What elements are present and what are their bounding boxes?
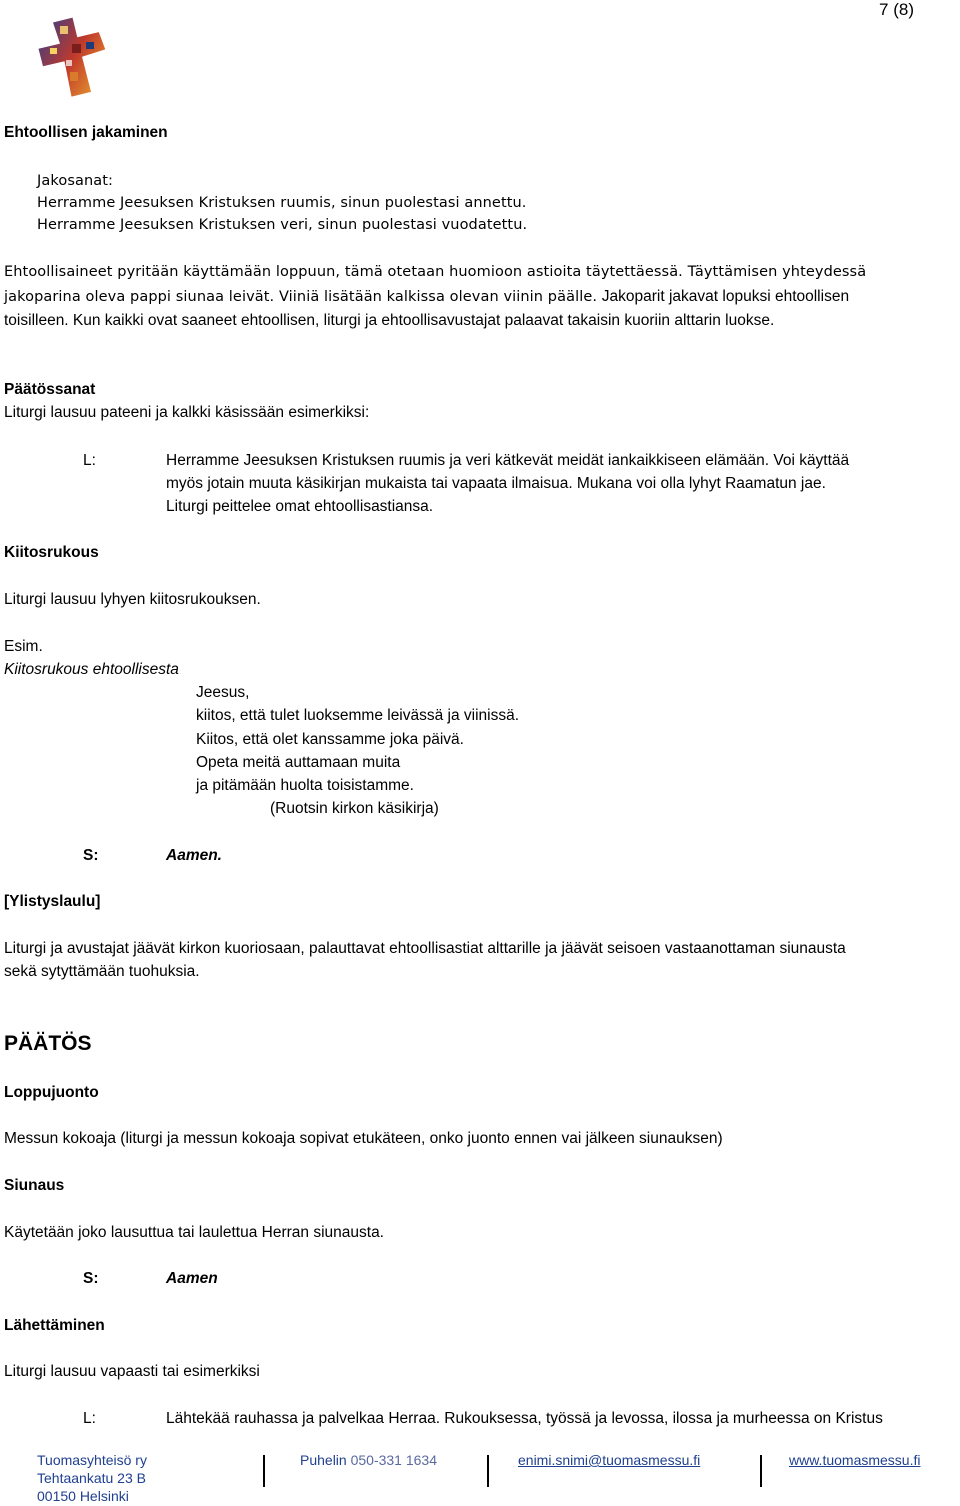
footer-website-link[interactable]: www.tuomasmessu.fi [789,1452,921,1468]
closing-section-title: PÄÄTÖS [4,1032,92,1055]
page-number: 7 (8) [879,0,914,19]
blessing-text: Käytetään joko lausuttua tai laulettua Herran siunausta. [4,1224,384,1241]
communion-heading: Ehtoollisen jakaminen [4,124,168,141]
notices-text: Messun kokoaja (liturgi ja messun kokoaja sopivat etukäteen, onko juonto ennen vai jälkeen siunauksen) [4,1130,723,1147]
response-amen: Aamen. [166,847,222,864]
communion-paragraph-line1: Ehtoollisaineet pyritään käyttämään loppuun, tämä otetaan huomioon astioita täytettäessä. Täyttämisen yhteydessä [4,264,867,280]
response-speaker: S: [83,847,99,864]
blessing-heading: Siunaus [4,1177,65,1194]
praise-song-line2: sekä sytyttämään tuohuksia. [4,963,200,980]
blessing-speaker: S: [83,1270,99,1287]
footer-divider [487,1455,489,1487]
footer-divider [760,1455,762,1487]
prayer-line: Opeta meitä auttamaan muita [196,754,401,771]
prayer-line: Jeesus, [196,684,250,701]
communion-paragraph-line2a: jakoparina oleva pappi siunaa leivät. Viiniä lisätään kalkissa olevan viinin päälle. [4,289,602,305]
example-label: Esim. [4,638,43,655]
sending-speaker: L: [83,1410,96,1427]
blessing-response: Aamen [166,1270,218,1287]
sending-text: Liturgi lausuu vapaasti tai esimerkiksi [4,1363,260,1380]
prayer-line: kiitos, että tulet luoksemme leivässä ja viinissä. [196,707,520,724]
footer-street: Tehtaankatu 23 B [37,1470,146,1486]
thanksgiving-intro: Liturgi lausuu lyhyen kiitosrukouksen. [4,591,261,608]
prayer-source: (Ruotsin kirkon käsikirja) [270,800,439,817]
footer-divider [263,1455,265,1487]
footer-email-link[interactable]: enimi.snimi@tuomasmessu.fi [518,1452,701,1468]
footer-org: Tuomasyhteisö ry [37,1452,147,1468]
closing-words-speaker: L: [83,452,96,469]
sending-heading: Lähettäminen [4,1317,105,1334]
communion-paragraph-line2 [4,288,849,306]
prayer-title: Kiitosrukous ehtoollisesta [4,661,179,678]
closing-words-line2: myös jotain muuta käsikirjan mukaista tai vapaata ilmaisua. Mukana voi olla lyhyt Raamatun jae. [166,475,826,492]
thanksgiving-heading: Kiitosrukous [4,544,99,561]
footer-city: 00150 Helsinki [37,1488,129,1504]
closing-words-line1: Herramme Jeesuksen Kristuksen ruumis ja veri kätkevät meidät iankaikkiseen elämään. Voi käyttää [166,452,850,469]
sending-words: Lähtekää rauhassa ja palvelkaa Herraa. Rukouksessa, työssä ja levossa, ilossa ja murheessa on Kristus [166,1410,883,1427]
closing-words-line3: Liturgi peittelee omat ehtoollisastiansa. [166,498,434,515]
closing-words-heading: Päätössanat [4,381,96,398]
closing-words-intro: Liturgi lausuu pateeni ja kalkki käsissään esimerkiksi: [4,404,370,421]
footer-phone [300,1452,437,1468]
prayer-line: ja pitämään huolta toisistamme. [196,777,414,794]
communion-paragraph-line2b: Jakoparit jakavat lopuksi ehtoollisen [601,288,850,305]
distribution-words-label: Jakosanat: [37,173,113,189]
cross-mosaic-logo [36,16,110,98]
communion-paragraph-line3: toisilleen. Kun kaikki ovat saaneet ehtoollisen, liturgi ja ehtoollisavustajat palaavat takaisin kuoriin alttarin luokse. [4,312,775,329]
footer-phone-label: Puhelin [300,1452,347,1468]
notices-heading: Loppujuonto [4,1084,99,1101]
praise-song-line1: Liturgi ja avustajat jäävät kirkon kuoriosaan, palauttavat ehtoollisastiat alttarille ja jäävät seisoen vastaanottaman siunausta [4,940,846,957]
distribution-words-body: Herramme Jeesuksen Kristuksen ruumis, sinun puolestasi annettu. [37,195,527,211]
prayer-line: Kiitos, että olet kanssamme joka päivä. [196,731,464,748]
distribution-words-blood: Herramme Jeesuksen Kristuksen veri, sinun puolestasi vuodatettu. [37,217,528,233]
praise-song-heading: [Ylistyslaulu] [4,893,101,910]
footer-phone-number: 050-331 1634 [350,1452,438,1468]
